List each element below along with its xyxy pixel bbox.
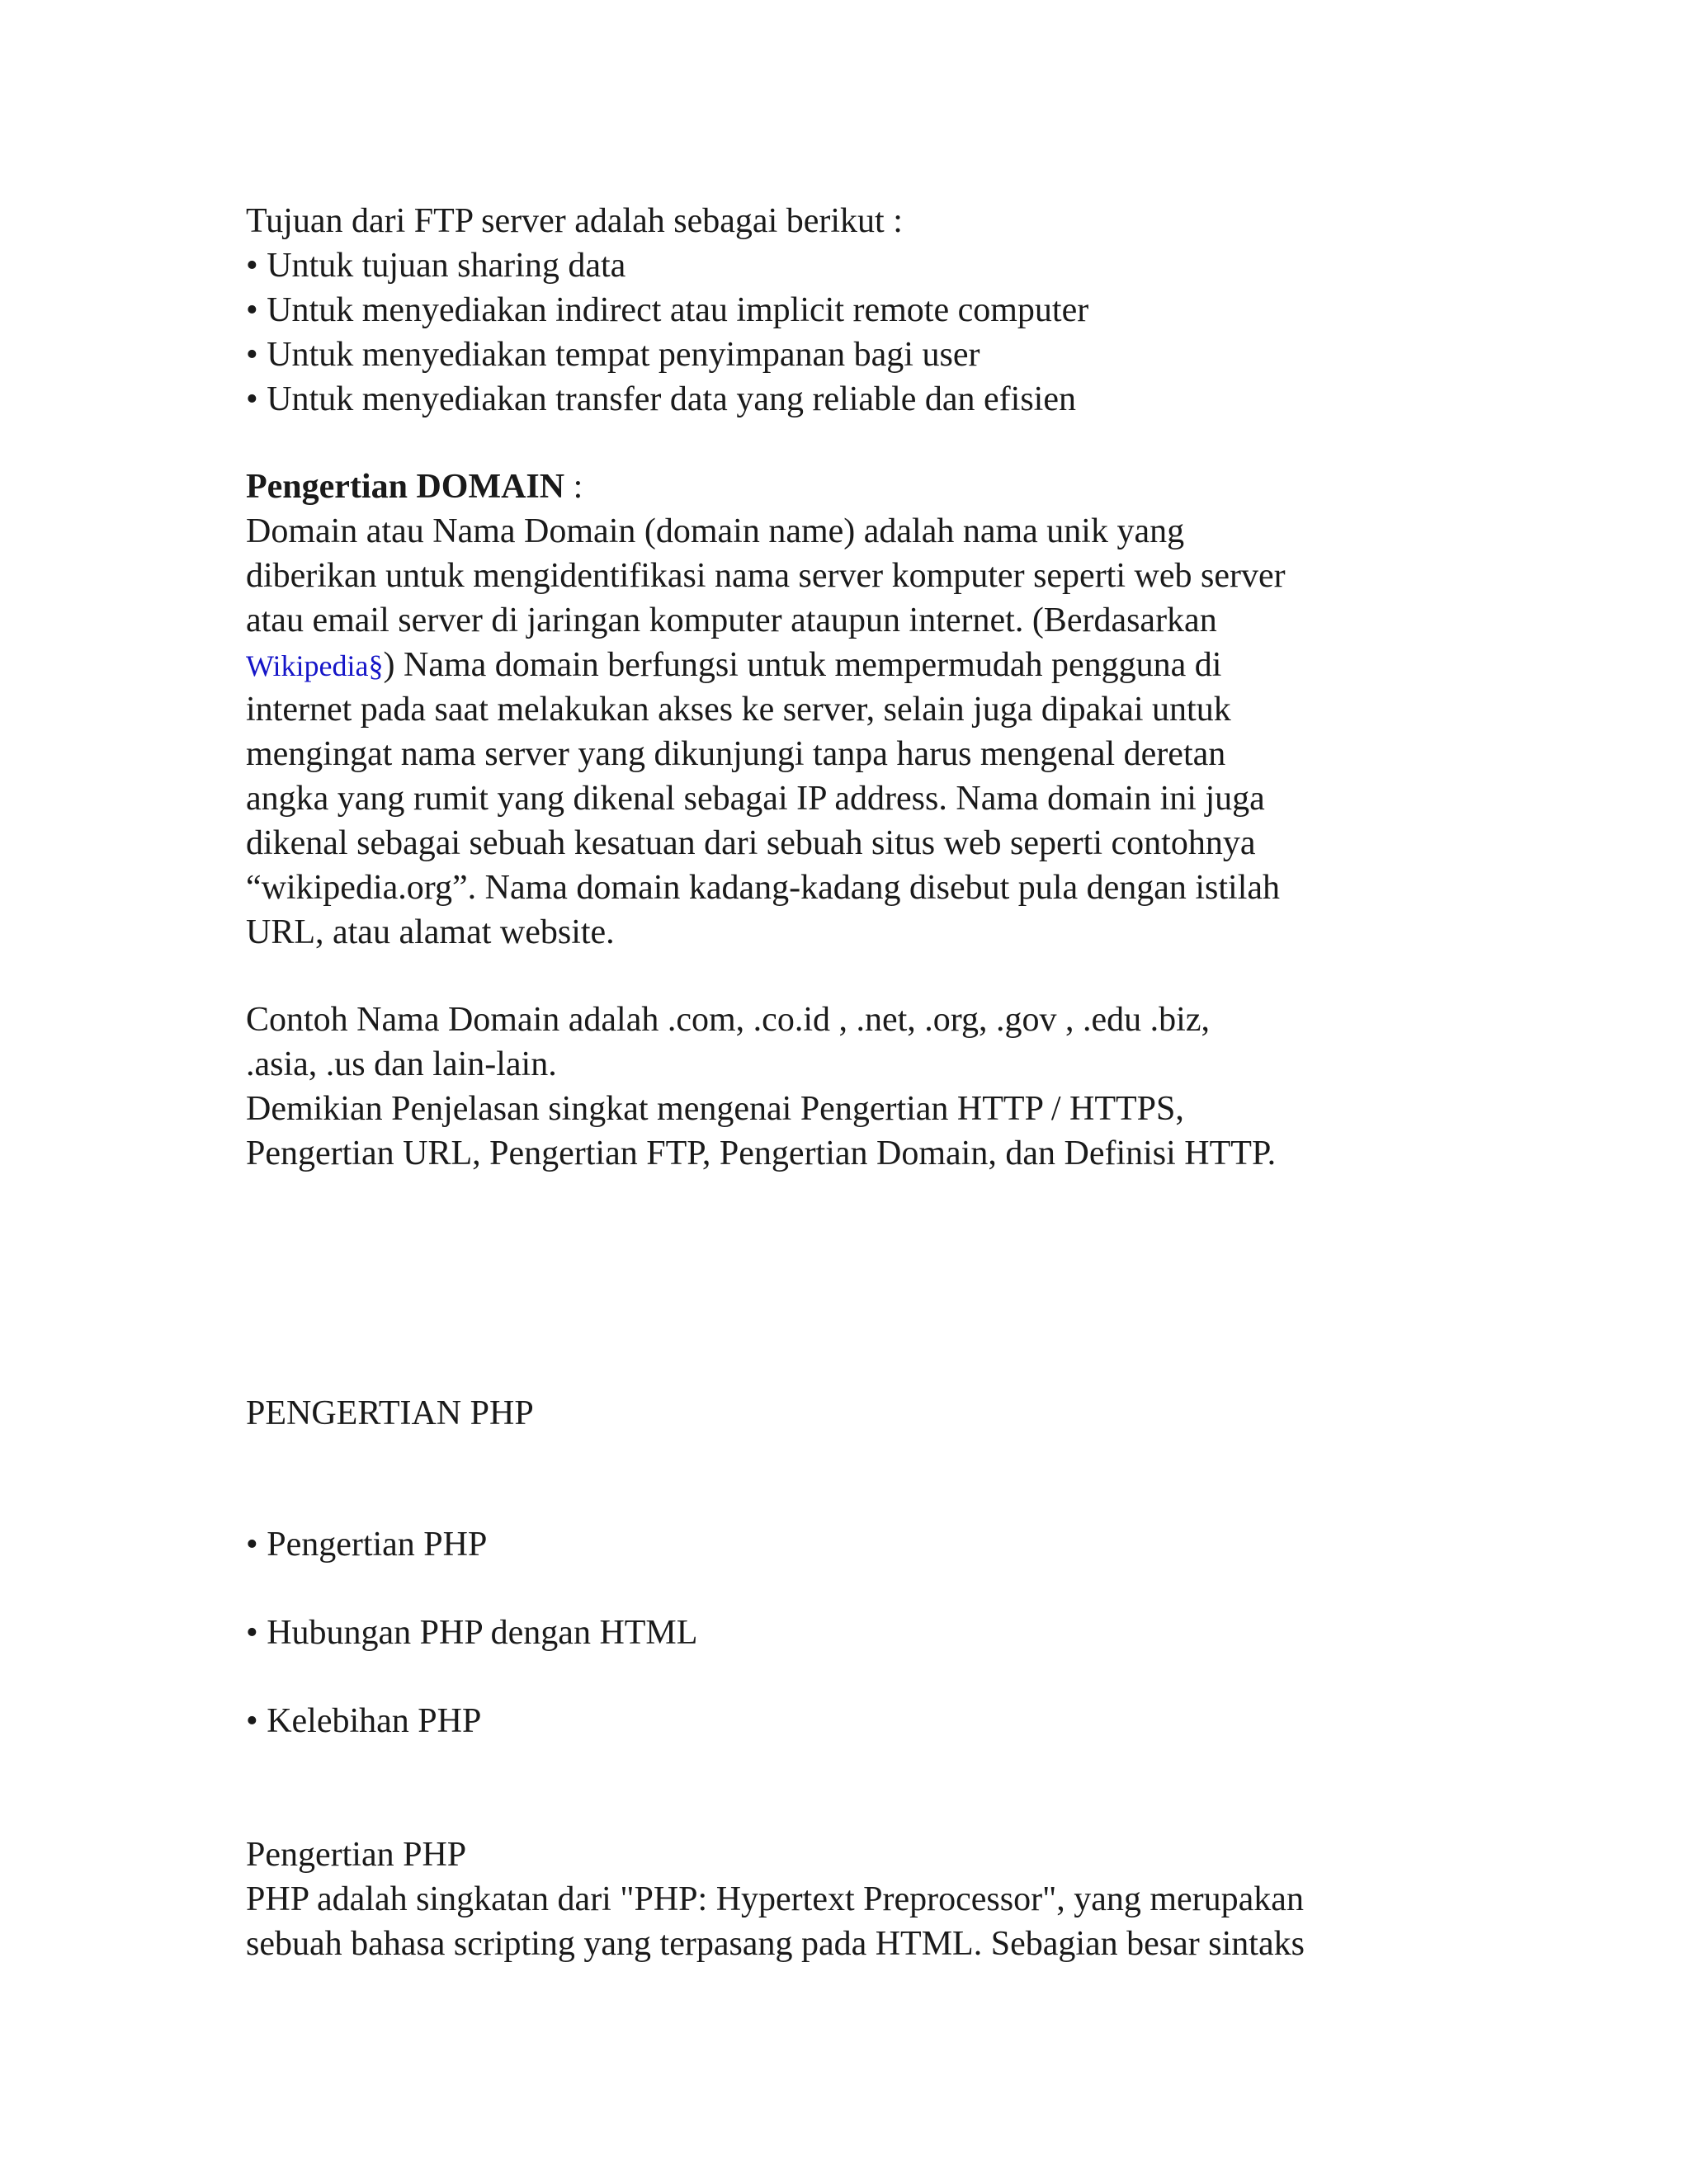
domain-examples-line: Contoh Nama Domain adalah .com, .co.id , .net, .org, .gov , .edu .biz, [246,1001,1210,1039]
domain-paragraph-line: URL, atau alamat website. [246,913,615,951]
ftp-bullet: • Untuk menyediakan indirect atau implicit remote computer [246,291,1089,329]
domain-summary-line: Pengertian URL, Pengertian FTP, Pengertian Domain, dan Definisi HTTP. [246,1134,1277,1172]
php-paragraph-line: sebuah bahasa scripting yang terpasang pada HTML. Sebagian besar sintaks [246,1925,1305,1963]
wikipedia-link[interactable]: Wikipedia§ [246,649,384,682]
domain-examples-line: .asia, .us dan lain-lain. [246,1045,557,1083]
php-section-title: PENGERTIAN PHP [246,1394,534,1432]
domain-heading: Pengertian DOMAIN [246,468,565,506]
domain-paragraph-line: Domain atau Nama Domain (domain name) adalah nama unik yang [246,512,1185,550]
domain-paragraph-line: mengingat nama server yang dikunjungi tanpa harus mengenal deretan [246,735,1226,773]
domain-paragraph-line: dikenal sebagai sebuah kesatuan dari sebuah situs web seperti contohnya [246,824,1256,862]
domain-paragraph-line: diberikan untuk mengidentifikasi nama server komputer seperti web server [246,557,1286,595]
ftp-bullet: • Untuk tujuan sharing data [246,247,626,285]
domain-paragraph-line: internet pada saat melakukan akses ke server, selain juga dipakai untuk [246,691,1231,729]
domain-paragraph-line: atau email server di jaringan komputer ataupun internet. (Berdasarkan [246,601,1217,639]
ftp-bullet: • Untuk menyediakan transfer data yang reliable dan efisien [246,380,1076,418]
php-toc-item: • Kelebihan PHP [246,1702,482,1740]
domain-paragraph-line [246,643,1221,688]
domain-summary-line: Demikian Penjelasan singkat mengenai Pengertian HTTP / HTTPS, [246,1090,1184,1128]
domain-paragraph-line: “wikipedia.org”. Nama domain kadang-kadang disebut pula dengan istilah [246,869,1281,907]
php-toc-item: • Hubungan PHP dengan HTML [246,1614,698,1652]
ftp-bullet: • Untuk menyediakan tempat penyimpanan bagi user [246,336,980,374]
domain-paragraph-text: ) Nama domain berfungsi untuk mempermudah pengguna di [383,646,1222,684]
ftp-intro: Tujuan dari FTP server adalah sebagai berikut : [246,202,903,240]
php-subheading: Pengertian PHP [246,1836,467,1874]
php-paragraph-line: PHP adalah singkatan dari "PHP: Hypertext Preprocessor", yang merupakan [246,1880,1304,1918]
domain-paragraph-line: angka yang rumit yang dikenal sebagai IP address. Nama domain ini juga [246,780,1265,818]
domain-heading-colon: : [564,468,583,506]
php-toc-item: • Pengertian PHP [246,1526,488,1564]
domain-heading-line [246,465,583,509]
